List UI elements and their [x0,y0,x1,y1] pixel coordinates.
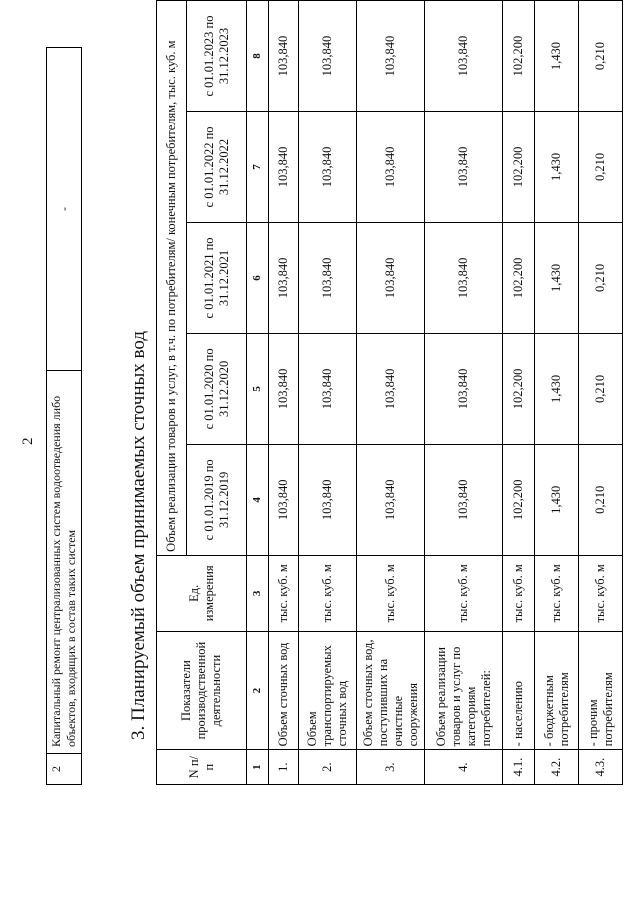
header-n: N п/п [157,750,247,785]
row-value: 1,430 [535,444,579,555]
row-number: 3. [357,750,425,785]
table-row [535,1,579,785]
row-indicator: - населению [503,631,535,749]
row-value: 103,840 [425,222,503,333]
row-value: 1,430 [535,112,579,223]
table-row [269,1,299,785]
row-value: 1,430 [535,222,579,333]
table-row [579,1,623,785]
row-unit: тыс. куб. м [269,555,299,631]
row-value: 103,840 [357,444,425,555]
row-unit: тыс. куб. м [299,555,357,631]
row-value: 1,430 [535,333,579,444]
row-number: 4. [425,750,503,785]
header-period: с 01.01.2021 по 31.12.2021 [187,222,247,333]
column-number: 1 [247,750,269,785]
row-indicator: - прочим потребителям [579,631,623,749]
row-value: 103,840 [425,112,503,223]
row-value: 102,200 [503,333,535,444]
row-value: 103,840 [269,1,299,112]
row-value: 103,840 [299,1,357,112]
column-number: 6 [247,222,269,333]
row-value: 103,840 [357,112,425,223]
table-row [503,1,535,785]
repair-row-number: 2 [47,754,82,785]
row-value: 1,430 [535,1,579,112]
row-unit: тыс. куб. м [579,555,623,631]
column-number: 4 [247,444,269,555]
row-indicator: Объем сточных вод, поступивших на очистные сооружения [357,631,425,749]
row-value: 0,210 [579,222,623,333]
wastewater-table [156,0,623,785]
row-indicator: Объем сточных вод [269,631,299,749]
row-number: 4.2. [535,750,579,785]
row-value: 0,210 [579,333,623,444]
row-value: 103,840 [425,1,503,112]
section-title: 3. Планируемый объем принимаемых сточных вод [128,330,149,740]
column-numbers-row [247,1,269,785]
row-unit: тыс. куб. м [357,555,425,631]
row-unit: тыс. куб. м [425,555,503,631]
column-number: 7 [247,112,269,223]
row-value: 103,840 [425,444,503,555]
table-row [357,1,425,785]
repair-row-text: Капитальный ремонт централизованных систем водоотведения либо объектов, входящих в состав таких систем [47,371,82,754]
row-value: 103,840 [299,444,357,555]
table-row [425,1,503,785]
row-number: 4.1. [503,750,535,785]
row-value: 102,200 [503,444,535,555]
column-number: 3 [247,555,269,631]
row-value: 102,200 [503,112,535,223]
row-value: 103,840 [357,333,425,444]
row-value: 103,840 [299,333,357,444]
row-unit: тыс. куб. м [535,555,579,631]
row-indicator: Объем реализации товаров и услуг по категориям потребителей: [425,631,503,749]
row-value: 0,210 [579,112,623,223]
header-period: с 01.01.2019 по 31.12.2019 [187,444,247,555]
row-number: 2. [299,750,357,785]
header-period: с 01.01.2023 по 31.12.2023 [187,1,247,112]
row-value: 103,840 [269,222,299,333]
row-value: 102,200 [503,1,535,112]
table-body [269,1,623,785]
row-value: 103,840 [299,112,357,223]
header-indicator: Показатели производственной деятельности [157,631,247,749]
column-number: 2 [247,631,269,749]
header-period: с 01.01.2020 по 31.12.2020 [187,333,247,444]
column-number: 5 [247,333,269,444]
row-value: 103,840 [425,333,503,444]
header-group: Объем реализации товаров и услуг, в т.ч. по потребителям/ конечным потребителям, тыс. куб. м [157,1,187,556]
row-number: 4.3. [579,750,623,785]
row-value: 103,840 [269,444,299,555]
row-value: 0,210 [579,1,623,112]
column-number: 8 [247,1,269,112]
row-value: 103,840 [269,112,299,223]
row-value: 103,840 [357,222,425,333]
row-number: 1. [269,750,299,785]
row-value: 0,210 [579,444,623,555]
row-value: 103,840 [299,222,357,333]
header-unit: Ед. измерения [157,555,247,631]
table-row [299,1,357,785]
row-value: 103,840 [269,333,299,444]
page-number: 2 [20,437,36,445]
row-value: 103,840 [357,1,425,112]
row-indicator: - бюджетным потребителям [535,631,579,749]
row-indicator: Объем транспортируемых сточных вод [299,631,357,749]
repair-table [46,47,82,785]
row-value: 102,200 [503,222,535,333]
row-unit: тыс. куб. м [503,555,535,631]
repair-row-value: - [47,48,82,371]
header-period: с 01.01.2022 по 31.12.2022 [187,112,247,223]
